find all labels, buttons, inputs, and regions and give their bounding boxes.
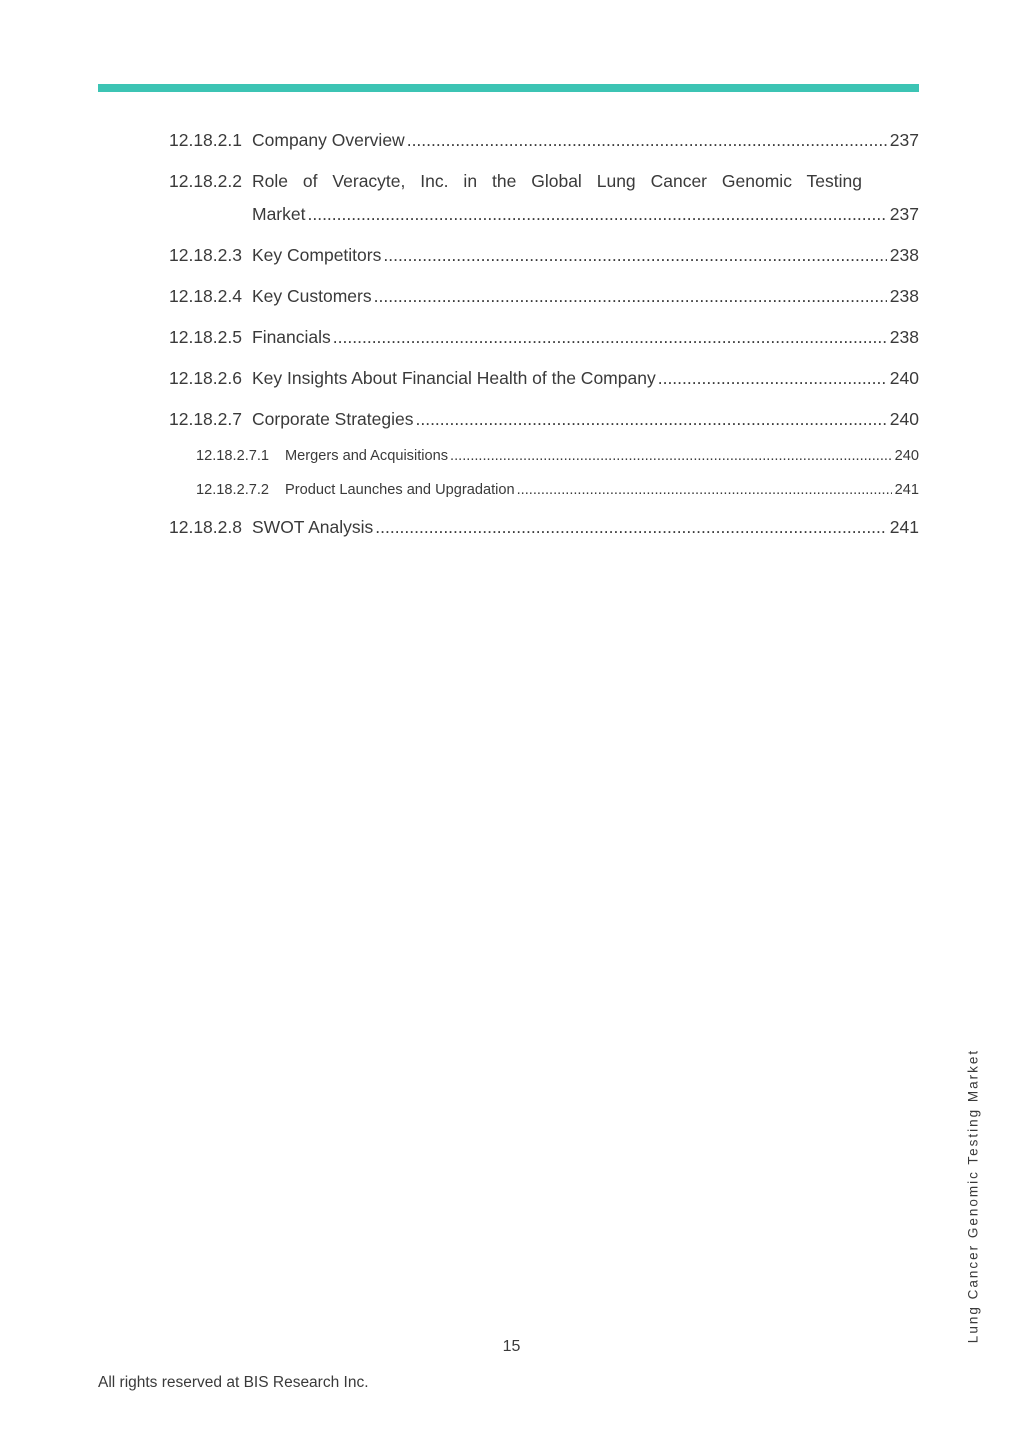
toc-dot-leader	[658, 368, 887, 388]
footer-copyright: All rights reserved at BIS Research Inc.	[98, 1374, 369, 1391]
toc-entry-title: Financials	[252, 327, 331, 347]
side-report-title: Lung Cancer Genomic Testing Market	[965, 1048, 981, 1344]
toc-entry-title: SWOT Analysis	[252, 517, 374, 537]
toc-entry-page: 241	[889, 517, 919, 537]
toc-entry-title: Key Insights About Financial Health of the Company	[252, 368, 656, 388]
toc-entry[interactable]	[169, 517, 919, 537]
toc-entry-title: Key Customers	[252, 286, 372, 306]
toc-entry-page: 238	[889, 286, 919, 306]
toc-entry[interactable]	[169, 409, 919, 429]
toc-entry-number: 12.18.2.3	[169, 245, 242, 265]
toc-entry[interactable]	[169, 368, 919, 388]
toc-entry-number: 12.18.2.7	[169, 409, 242, 429]
toc-entry-page: 238	[889, 245, 919, 265]
toc-entry-number: 12.18.2.8	[169, 517, 242, 537]
toc-entry-page: 238	[889, 327, 919, 347]
toc-dot-leader	[333, 327, 887, 347]
toc-entry-page: 237	[889, 204, 919, 224]
table-of-contents	[169, 130, 919, 558]
toc-entry-number: 12.18.2.6	[169, 368, 242, 388]
toc-entry-page: 240	[889, 409, 919, 429]
toc-entry-page: 240	[889, 368, 919, 388]
toc-subentry[interactable]	[196, 448, 919, 465]
toc-entry-page: 237	[889, 130, 919, 150]
toc-entry[interactable]	[169, 171, 919, 224]
toc-subentry[interactable]	[196, 482, 919, 499]
toc-dot-leader	[374, 286, 887, 306]
toc-dot-leader	[375, 517, 887, 537]
toc-entry-number: 12.18.2.5	[169, 327, 242, 347]
header-accent-bar	[98, 84, 919, 92]
toc-entry-number: 12.18.2.7.2	[196, 482, 270, 498]
toc-entry-number: 12.18.2.2	[169, 171, 242, 191]
toc-dot-leader	[307, 204, 886, 224]
toc-entry-title: Role of Veracyte, Inc. in the Global Lung Cancer Genomic Testing	[252, 171, 862, 191]
toc-entry[interactable]	[169, 327, 919, 347]
toc-entry[interactable]	[169, 286, 919, 306]
toc-dot-leader	[415, 409, 886, 429]
page-number: 15	[502, 1338, 521, 1355]
toc-entry-page: 241	[894, 482, 919, 498]
toc-entry-number: 12.18.2.4	[169, 286, 242, 306]
toc-entry-title: Key Competitors	[252, 245, 382, 265]
toc-dot-leader	[383, 245, 886, 265]
toc-dot-leader	[517, 482, 892, 499]
toc-entry-title: Corporate Strategies	[252, 409, 414, 429]
toc-entry[interactable]	[169, 245, 919, 265]
toc-entry-title: Product Launches and Upgradation	[285, 482, 515, 498]
toc-entry-number: 12.18.2.7.1	[196, 448, 270, 464]
toc-entry-title: Company Overview	[252, 130, 405, 150]
toc-entry-page: 240	[894, 448, 919, 464]
toc-entry-title-continuation: Market	[252, 204, 306, 224]
toc-entry[interactable]	[169, 130, 919, 150]
toc-dot-leader	[450, 448, 892, 465]
toc-entry-number: 12.18.2.1	[169, 130, 242, 150]
toc-entry-title: Mergers and Acquisitions	[285, 448, 449, 464]
toc-dot-leader	[407, 130, 887, 150]
